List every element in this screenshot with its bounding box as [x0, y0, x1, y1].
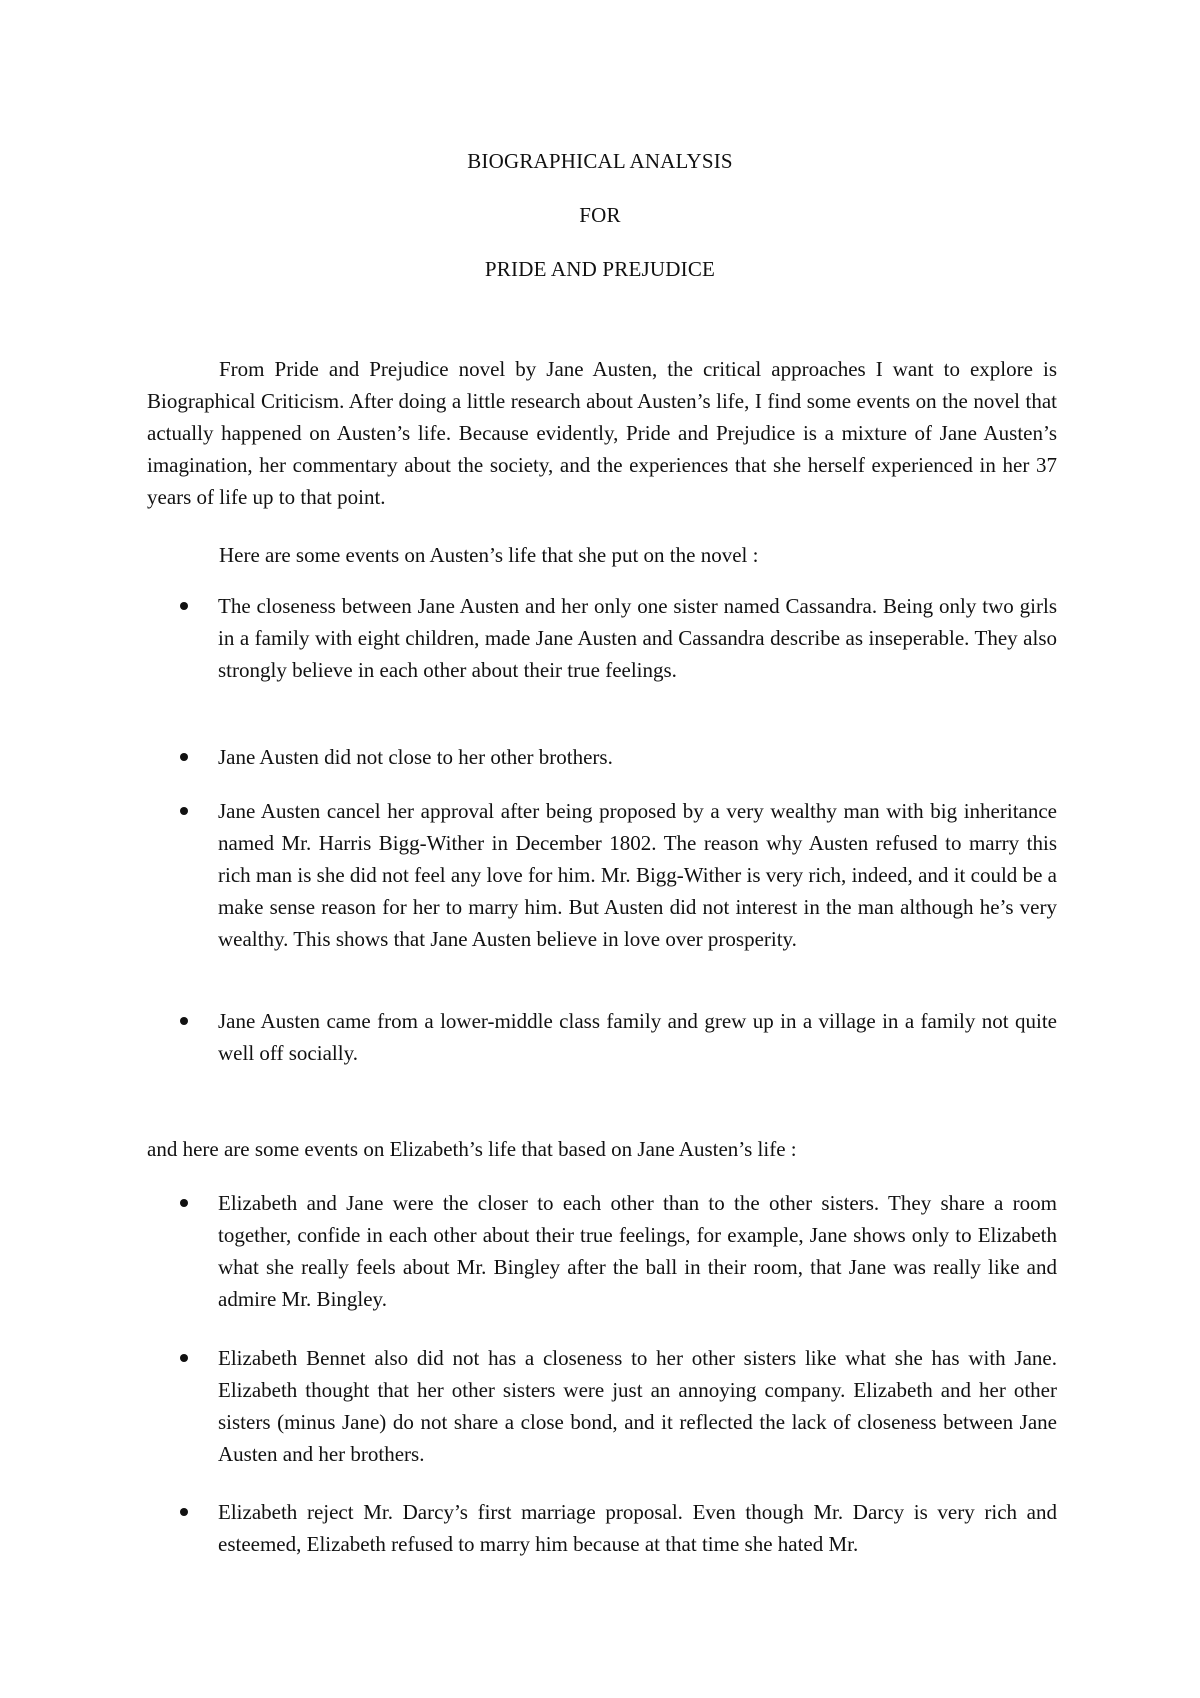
bullet-icon: [180, 602, 188, 610]
document-subject-title: PRIDE AND PREJUDICE: [484, 257, 716, 281]
list-item-text: Jane Austen did not close to her other brothers.: [218, 745, 613, 769]
bullet-icon: [180, 807, 188, 815]
bullet-icon: [180, 1199, 188, 1207]
austen-event-item: [218, 741, 1057, 773]
list-item-text: The closeness between Jane Austen and her only one sister named Cassandra. Being only two girls in a family with eight children, made Jane Austen and Cassandra describe as inseperable. They also strongly believe in each other about their true feelings.: [218, 594, 1057, 682]
austen-event-item: [218, 795, 1057, 955]
document-title-for: FOR: [579, 203, 621, 227]
elizabeth-events-intro: and here are some events on Elizabeth’s life that based on Jane Austen’s life :: [147, 1137, 797, 1161]
list-item-text: Elizabeth Bennet also did not has a closeness to her other sisters like what she has with Jane. Elizabeth thought that her other sisters were just an annoying company. Elizabeth and her other sisters (minus Jane) do not share a close bond, and it reflected the lack of closeness between Jane Austen and her brothers.: [218, 1346, 1057, 1466]
bullet-icon: [180, 1508, 188, 1516]
document-title: BIOGRAPHICAL ANALYSIS: [467, 149, 733, 173]
elizabeth-event-item: [218, 1342, 1057, 1470]
austen-events-intro: Here are some events on Austen’s life that she put on the novel :: [219, 543, 759, 567]
bullet-icon: [180, 753, 188, 761]
list-item-text: Elizabeth and Jane were the closer to each other than to the other sisters. They share a room together, confide in each other about their true feelings, for example, Jane shows only to Elizabeth what she really feels about Mr. Bingley after the ball in their room, that Jane was really like and admire Mr. Bingley.: [218, 1191, 1057, 1311]
austen-event-item: [218, 590, 1057, 686]
bullet-icon: [180, 1354, 188, 1362]
austen-event-item: [218, 1005, 1057, 1069]
list-item-text: Jane Austen came from a lower-middle class family and grew up in a village in a family not quite well off socially.: [218, 1009, 1057, 1065]
intro-paragraph: From Pride and Prejudice novel by Jane Austen, the critical approaches I want to explore is Biographical Criticism. After doing a little research about Austen’s life, I find some events on the novel that actually happened on Austen’s life. Because evidently, Pride and Prejudice is a mixture of Jane Austen’s imagination, her commentary about the society, and the experiences that she herself experienced in her 37 years of life up to that point.: [147, 357, 1057, 509]
list-item-text: Jane Austen cancel her approval after being proposed by a very wealthy man with big inheritance named Mr. Harris Bigg-Wither in December 1802. The reason why Austen refused to marry this rich man is she did not feel any love for him. Mr. Bigg-Wither is very rich, indeed, and it could be a make sense reason for her to marry him. But Austen did not interest in the man although he’s very wealthy. This shows that Jane Austen believe in love over prosperity.: [218, 799, 1057, 951]
bullet-icon: [180, 1017, 188, 1025]
elizabeth-event-item: [218, 1187, 1057, 1315]
list-item-text: Elizabeth reject Mr. Darcy’s first marriage proposal. Even though Mr. Darcy is very rich and esteemed, Elizabeth refused to marry him because at that time she hated Mr.: [218, 1500, 1057, 1556]
elizabeth-event-item: [218, 1496, 1057, 1560]
